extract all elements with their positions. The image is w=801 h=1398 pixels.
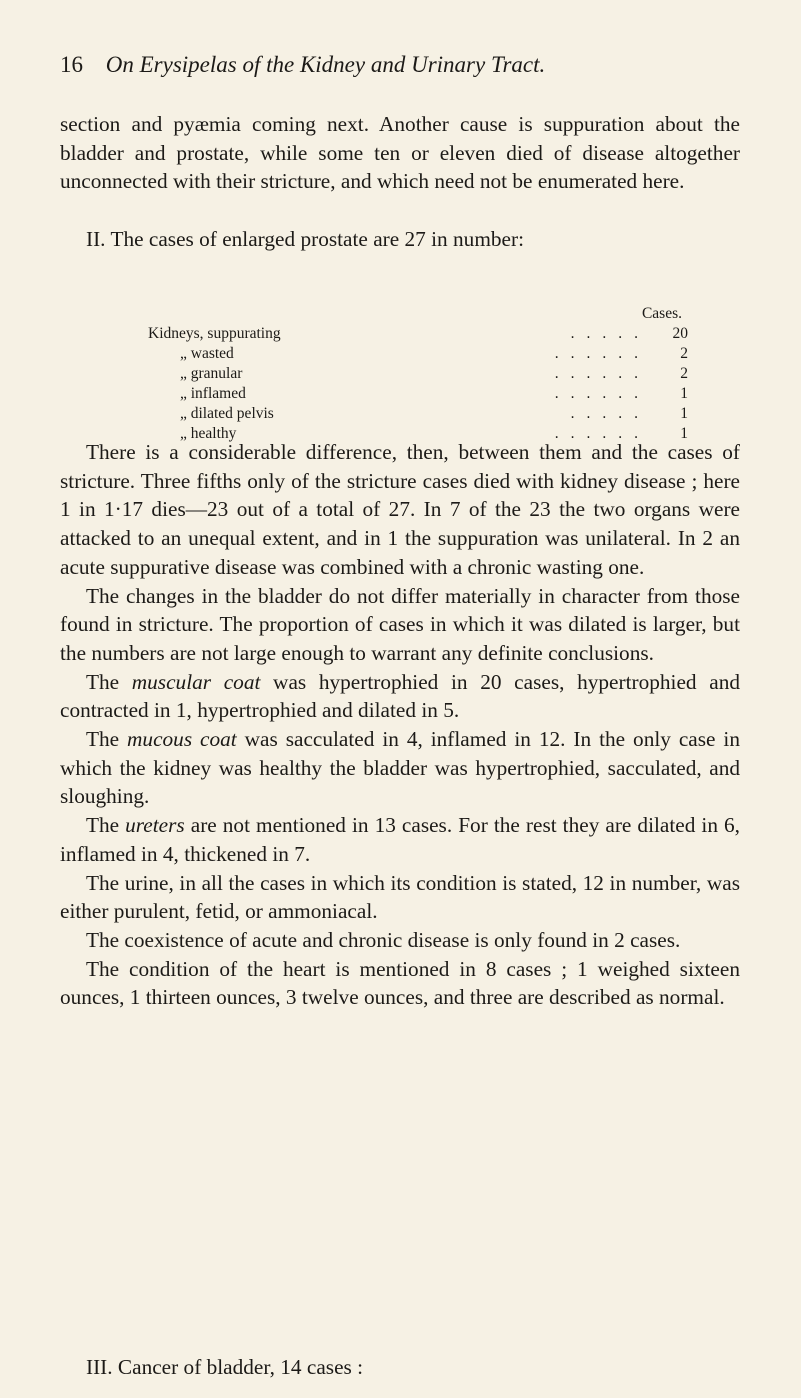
table-row (148, 364, 688, 384)
leader-dots: ...... (554, 345, 650, 362)
row-label: „ dilated pelvis (180, 405, 274, 422)
section-iii-heading: III. Cancer of bladder, 14 cases : (86, 1355, 364, 1379)
table-row (148, 324, 688, 344)
italic-term: mucous coat (127, 727, 237, 752)
row-value: 20 (672, 325, 688, 342)
paragraph: The coexistence of acute and chronic disease is only found in 2 cases. (86, 927, 681, 952)
table-row (148, 384, 688, 404)
paragraph (60, 811, 740, 868)
paragraph: The condition of the heart is mentioned in 8 cases ; 1 weighed sixteen ounces, 1 thirteen ounces, 3 twelve ounces, and three are described as normal. (60, 956, 740, 1010)
text-run: The (86, 727, 128, 752)
text-run: are not mentioned in 13 cases. For the rest they are dilated in 6, inflamed in 4, thickened in 7. (60, 813, 740, 866)
paragraph: There is a considerable difference, then, between them and the cases of stricture. Three fifths only of the stricture cases died with kidney disease ; here 1 in 1·17 dies—23 out of a total of 27. In 7 of the 23 the two organs were attacked to an unequal extent, and in 1 the suppuration was unilateral. In 2 an acute suppurative disease was combined with a chronic wasting one. (60, 440, 740, 579)
row-value: 1 (680, 405, 688, 422)
running-title: On Erysipelas of the Kidney and Urinary Tract. (105, 52, 546, 77)
italic-term: muscular coat (131, 669, 261, 694)
intro-text: section and pyæmia coming next. Another cause is suppuration about the bladder and prostate, while some ten or eleven died of disease altogether unconnected with their stricture, and which need not be enumerated here. (60, 112, 740, 194)
paragraph: The changes in the bladder do not differ materially in character from those found in stricture. The proportion of cases in which it was dilated is larger, but the numbers are not large enough to warrant any definite conclusions. (60, 583, 740, 665)
leader-dots: ..... (570, 405, 650, 422)
italic-term: ureters (125, 813, 185, 838)
row-label: „ healthy (180, 425, 237, 442)
page-number: 16 (60, 52, 83, 77)
row-value: 2 (680, 345, 688, 362)
paragraph (60, 668, 740, 725)
paragraph: The urine, in all the cases in which its condition is stated, 12 in number, was either purulent, fetid, or ammoniacal. (60, 870, 740, 924)
intro-paragraph (60, 110, 740, 196)
text-run: was hypertrophied in 20 cases, hypertrophied and contracted in 1, hypertrophied and dilated in 5. (60, 669, 740, 723)
row-label: „ inflamed (180, 385, 246, 402)
text-run: The (86, 669, 132, 694)
section-ii-heading: II. The cases of enlarged prostate are 27 in number: (86, 227, 525, 251)
leader-dots: ..... (570, 325, 650, 342)
body-text (60, 438, 740, 1012)
leader-dots: ...... (554, 365, 650, 382)
row-label: „ granular (180, 365, 243, 382)
paragraph (60, 725, 740, 811)
row-label: „ wasted (180, 345, 234, 362)
running-header (60, 52, 720, 78)
table-row (148, 344, 688, 364)
text-run: was sacculated in 4, inflamed in 12. In the only case in which the kidney was healthy the bladder was hypertrophied, sacculated, and sloughing. (60, 727, 740, 809)
row-label: Kidneys, suppurating (148, 325, 281, 342)
text-run: The (86, 813, 126, 838)
row-value: 1 (680, 385, 688, 402)
leader-dots: ...... (554, 385, 650, 402)
prostate-cases-table (148, 304, 688, 444)
leader-dots: ...... (554, 425, 650, 442)
row-value: 2 (680, 365, 688, 382)
row-value: 1 (680, 425, 688, 442)
table-row (148, 404, 688, 424)
table-column-header: Cases. (641, 305, 682, 322)
